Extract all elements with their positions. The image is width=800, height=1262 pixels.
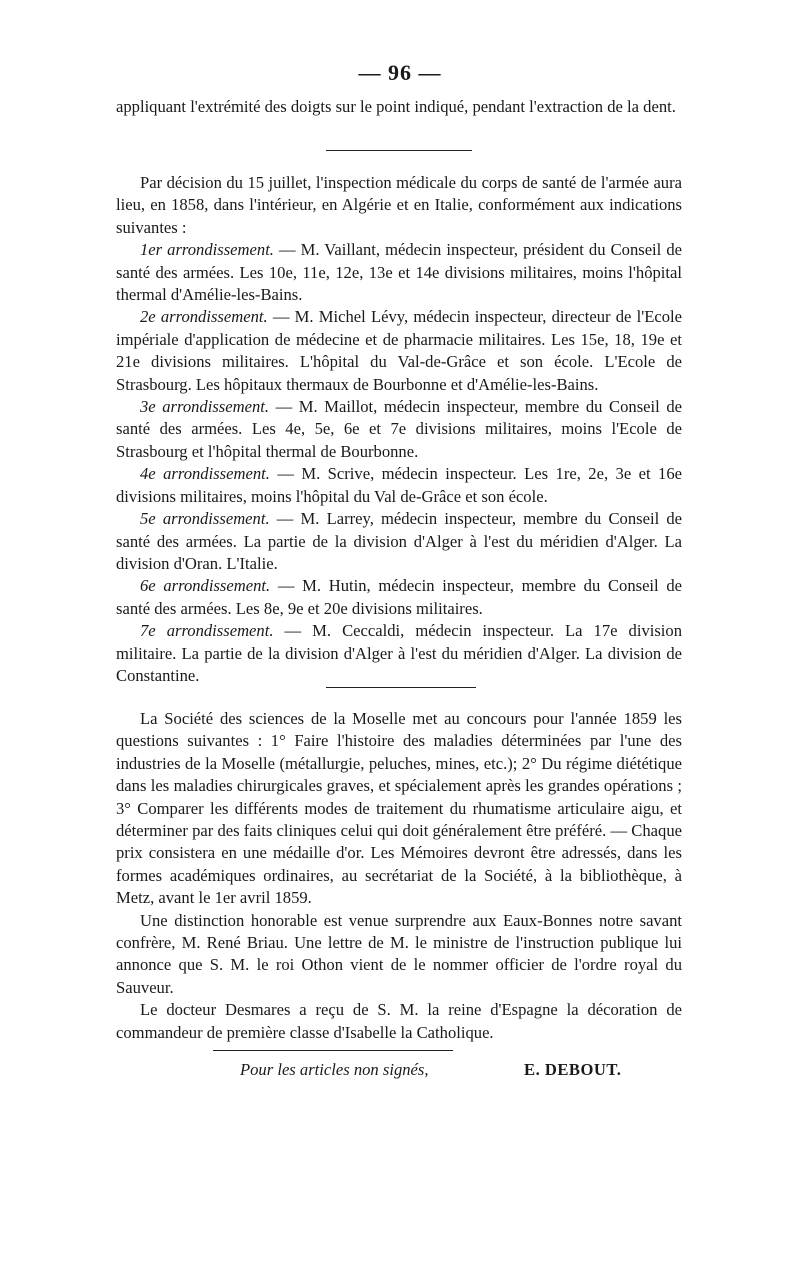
author-signature: E. DEBOUT.: [524, 1060, 622, 1079]
section-divider: [326, 687, 476, 688]
arrondissement-item: [116, 306, 682, 396]
footer-note: Pour les articles non signés,: [240, 1060, 429, 1079]
arrondissement-item: [116, 396, 682, 463]
arrondissement-text: — M. Michel Lévy, médecin inspecteur, directeur de l'Ecole impériale d'application de médecine et de pharmacie militaires. Les 15e, 18, 19e et 21e divisions militaires. L'hôpital du Val-de-Grâce et son école. L'Ecole de Strasbourg. Les hôpitaux thermaux de Bourbonne et d'Amélie-les-Bains.: [116, 307, 683, 394]
arrondissement-label: 2e arrondissement.: [140, 307, 268, 327]
news-section: [116, 708, 682, 1044]
footer-divider: [213, 1050, 453, 1051]
decoration-paragraph: Le docteur Desmares a reçu de S. M. la reine d'Espagne la décoration de commandeur de première classe d'Isabelle la Catholique.: [116, 1000, 682, 1042]
arrondissement-label: 7e arrondissement.: [140, 621, 274, 641]
continuation-text: appliquant l'extrémité des doigts sur le point indiqué, pendant l'extraction de la dent.: [116, 97, 676, 116]
notice-intro: Par décision du 15 juillet, l'inspection médicale du corps de santé de l'armée aura lieu, en 1858, dans l'intérieur, en Algérie et en Italie, conformément aux indications suivantes :: [116, 173, 682, 237]
arrondissement-item: [116, 239, 682, 306]
arrondissement-text: — M. Ceccaldi, médecin inspecteur. La 17e division militaire. La partie de la division d'Alger à l'est du méridien d'Alger. La division de Constantine.: [116, 621, 683, 685]
arrondissement-text: — M. Scrive, médecin inspecteur. Les 1re, 2e, 3e et 16e divisions militaires, moins l'hôpital du Val de-Grâce et son école.: [116, 464, 682, 506]
arrondissement-label: 1er arrondissement.: [140, 240, 274, 260]
section-divider: [326, 150, 472, 151]
inspection-notice: [116, 172, 682, 687]
arrondissement-text: — M. Maillot, médecin inspecteur, membre du Conseil de santé des armées. Les 4e, 5e, 6e et 7e divisions militaires, moins l'Ecole de Strasbourg et l'hôpital thermal de Bourbonne.: [116, 397, 682, 461]
arrondissement-label: 5e arrondissement.: [140, 509, 270, 529]
arrondissement-item: [116, 508, 682, 575]
arrondissement-item: [116, 575, 682, 620]
arrondissement-text: — M. Vaillant, médecin inspecteur, président du Conseil de santé des armées. Les 10e, 11e, 12e, 13e et 14e divisions militaires, moins l'hôpital thermal d'Amélie-les-Bains.: [116, 240, 682, 305]
arrondissement-item: [116, 463, 682, 508]
arrondissement-label: 4e arrondissement.: [140, 464, 270, 484]
arrondissement-label: 6e arrondissement.: [140, 576, 271, 596]
honor-paragraph: Une distinction honorable est venue surprendre aux Eaux-Bonnes notre savant confrère, M. René Briau. Une lettre de M. le ministre de l'instruction publique lui annonce que S. M. le roi Othon vient de le nommer officier de l'ordre royal du Sauveur.: [116, 910, 682, 997]
arrondissement-label: 3e arrondissement.: [140, 397, 270, 417]
society-contest-paragraph: La Société des sciences de la Moselle met au concours pour l'année 1859 les questions suivantes : 1° Faire l'histoire des maladies déterminées par l'une des industries de la Moselle (métallurgie, peluches, mines, etc.); 2° Du régime diététique dans les maladies chirurgicales graves, et spécialement après les grandes opérations ; 3° Comparer les différents modes de traitement du rhumatisme articulaire aigu, et déterminer par des faits cliniques celui qui doit généralement être préféré. — Chaque prix consistera en une médaille d'or. Les Mémoires devront être adressés, dans les formes académiques ordinaires, au secrétariat de la Société, à la bibliothèque, à Metz, avant le 1er avril 1859.: [116, 709, 682, 908]
arrondissement-text: — M. Hutin, médecin inspecteur, membre du Conseil de santé des armées. Les 8e, 9e et 20e divisions militaires.: [116, 576, 683, 618]
arrondissement-text: — M. Larrey, médecin inspecteur, membre du Conseil de santé des armées. La partie de la division d'Alger à l'est du méridien d'Alger. La division d'Oran. L'Italie.: [116, 509, 682, 573]
page-number: — 96 —: [358, 60, 442, 85]
paragraph-continuation: [116, 96, 682, 118]
arrondissement-item: [116, 620, 682, 687]
